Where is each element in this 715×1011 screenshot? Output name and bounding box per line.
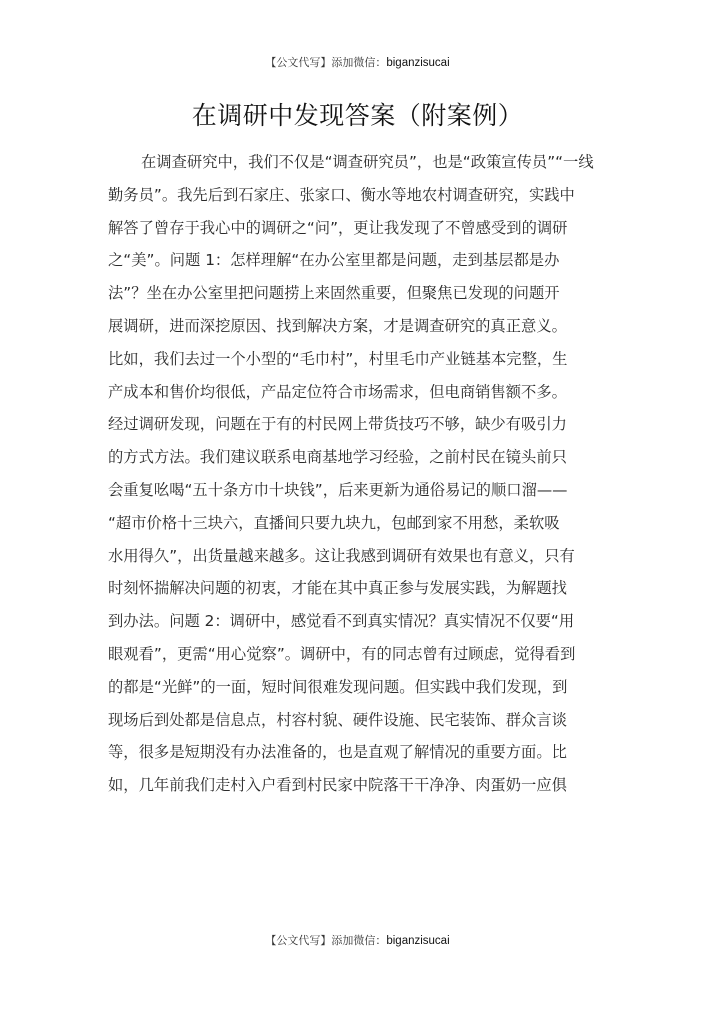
body-line: 法”？坐在办公室里把问题捞上来固然重要，但聚焦已发现的问题开 bbox=[108, 284, 560, 303]
body-line: 现场后到处都是信息点，村容村貌、硬件设施、民宅装饰、群众言谈 bbox=[108, 710, 567, 729]
page-header bbox=[0, 54, 715, 70]
body-line: 解答了曾存于我心中的调研之“问”，更让我发现了不曾感受到的调研 bbox=[108, 218, 568, 237]
body-line: 勤务员”。我先后到石家庄、张家口、衡水等地农村调查研究，实践中 bbox=[108, 185, 575, 204]
body-line: 之“美”。问题 1：怎样理解“在办公室里都是问题，走到基层都是办 bbox=[108, 251, 560, 270]
footer-tag: 【公文代写】添加微信： bbox=[265, 934, 387, 947]
body-line: 时刻怀揣解决问题的初衷，才能在其中真正参与发展实践，为解题找 bbox=[108, 579, 567, 598]
page-footer bbox=[0, 932, 715, 948]
header-wechat-id: biganzisucai bbox=[386, 57, 450, 69]
body-line: 如，几年前我们走村入户看到村民家中院落干干净净、肉蛋奶一应俱 bbox=[108, 776, 567, 795]
body-line: 的都是“光鲜”的一面，短时间很难发现问题。但实践中我们发现，到 bbox=[108, 677, 568, 696]
header-tag: 【公文代写】添加微信： bbox=[265, 56, 387, 69]
document-body bbox=[108, 146, 613, 802]
body-line: 在调查研究中，我们不仅是“调查研究员”，也是“政策宣传员”“一线 bbox=[141, 153, 594, 171]
body-line: 比如，我们去过一个小型的“毛巾村”，村里毛巾产业链基本完整，生 bbox=[108, 349, 568, 368]
body-line: 产成本和售价均很低，产品定位符合市场需求，但电商销售额不多。 bbox=[108, 382, 567, 401]
body-line: “超市价格十三块六，直播间只要九块九，包邮到家不用愁，柔软吸 bbox=[108, 513, 560, 532]
body-line: 水用得久”，出货量越来越多。这让我感到调研有效果也有意义，只有 bbox=[108, 546, 575, 565]
body-line: 到办法。问题 2：调研中，感觉看不到真实情况？真实情况不仅要“用 bbox=[108, 612, 575, 631]
body-line: 经过调研发现，问题在于有的村民网上带货技巧不够，缺少有吸引力 bbox=[108, 415, 567, 434]
body-line: 会重复吆喝“五十条方巾十块钱”，后来更新为通俗易记的顺口溜—— bbox=[108, 480, 568, 499]
body-line: 展调研，进而深挖原因、找到解决方案，才是调查研究的真正意义。 bbox=[108, 316, 567, 335]
body-line: 的方式方法。我们建议联系电商基地学习经验，之前村民在镜头前只 bbox=[108, 448, 567, 467]
footer-wechat-id: biganzisucai bbox=[386, 935, 450, 947]
document-title: 在调研中发现答案（附案例） bbox=[191, 101, 524, 130]
body-line: 眼观看”，更需“用心觉察”。调研中，有的同志曾有过顾虑，觉得看到 bbox=[108, 644, 576, 663]
body-line: 等，很多是短期没有办法准备的，也是直观了解情况的重要方面。比 bbox=[108, 743, 567, 762]
